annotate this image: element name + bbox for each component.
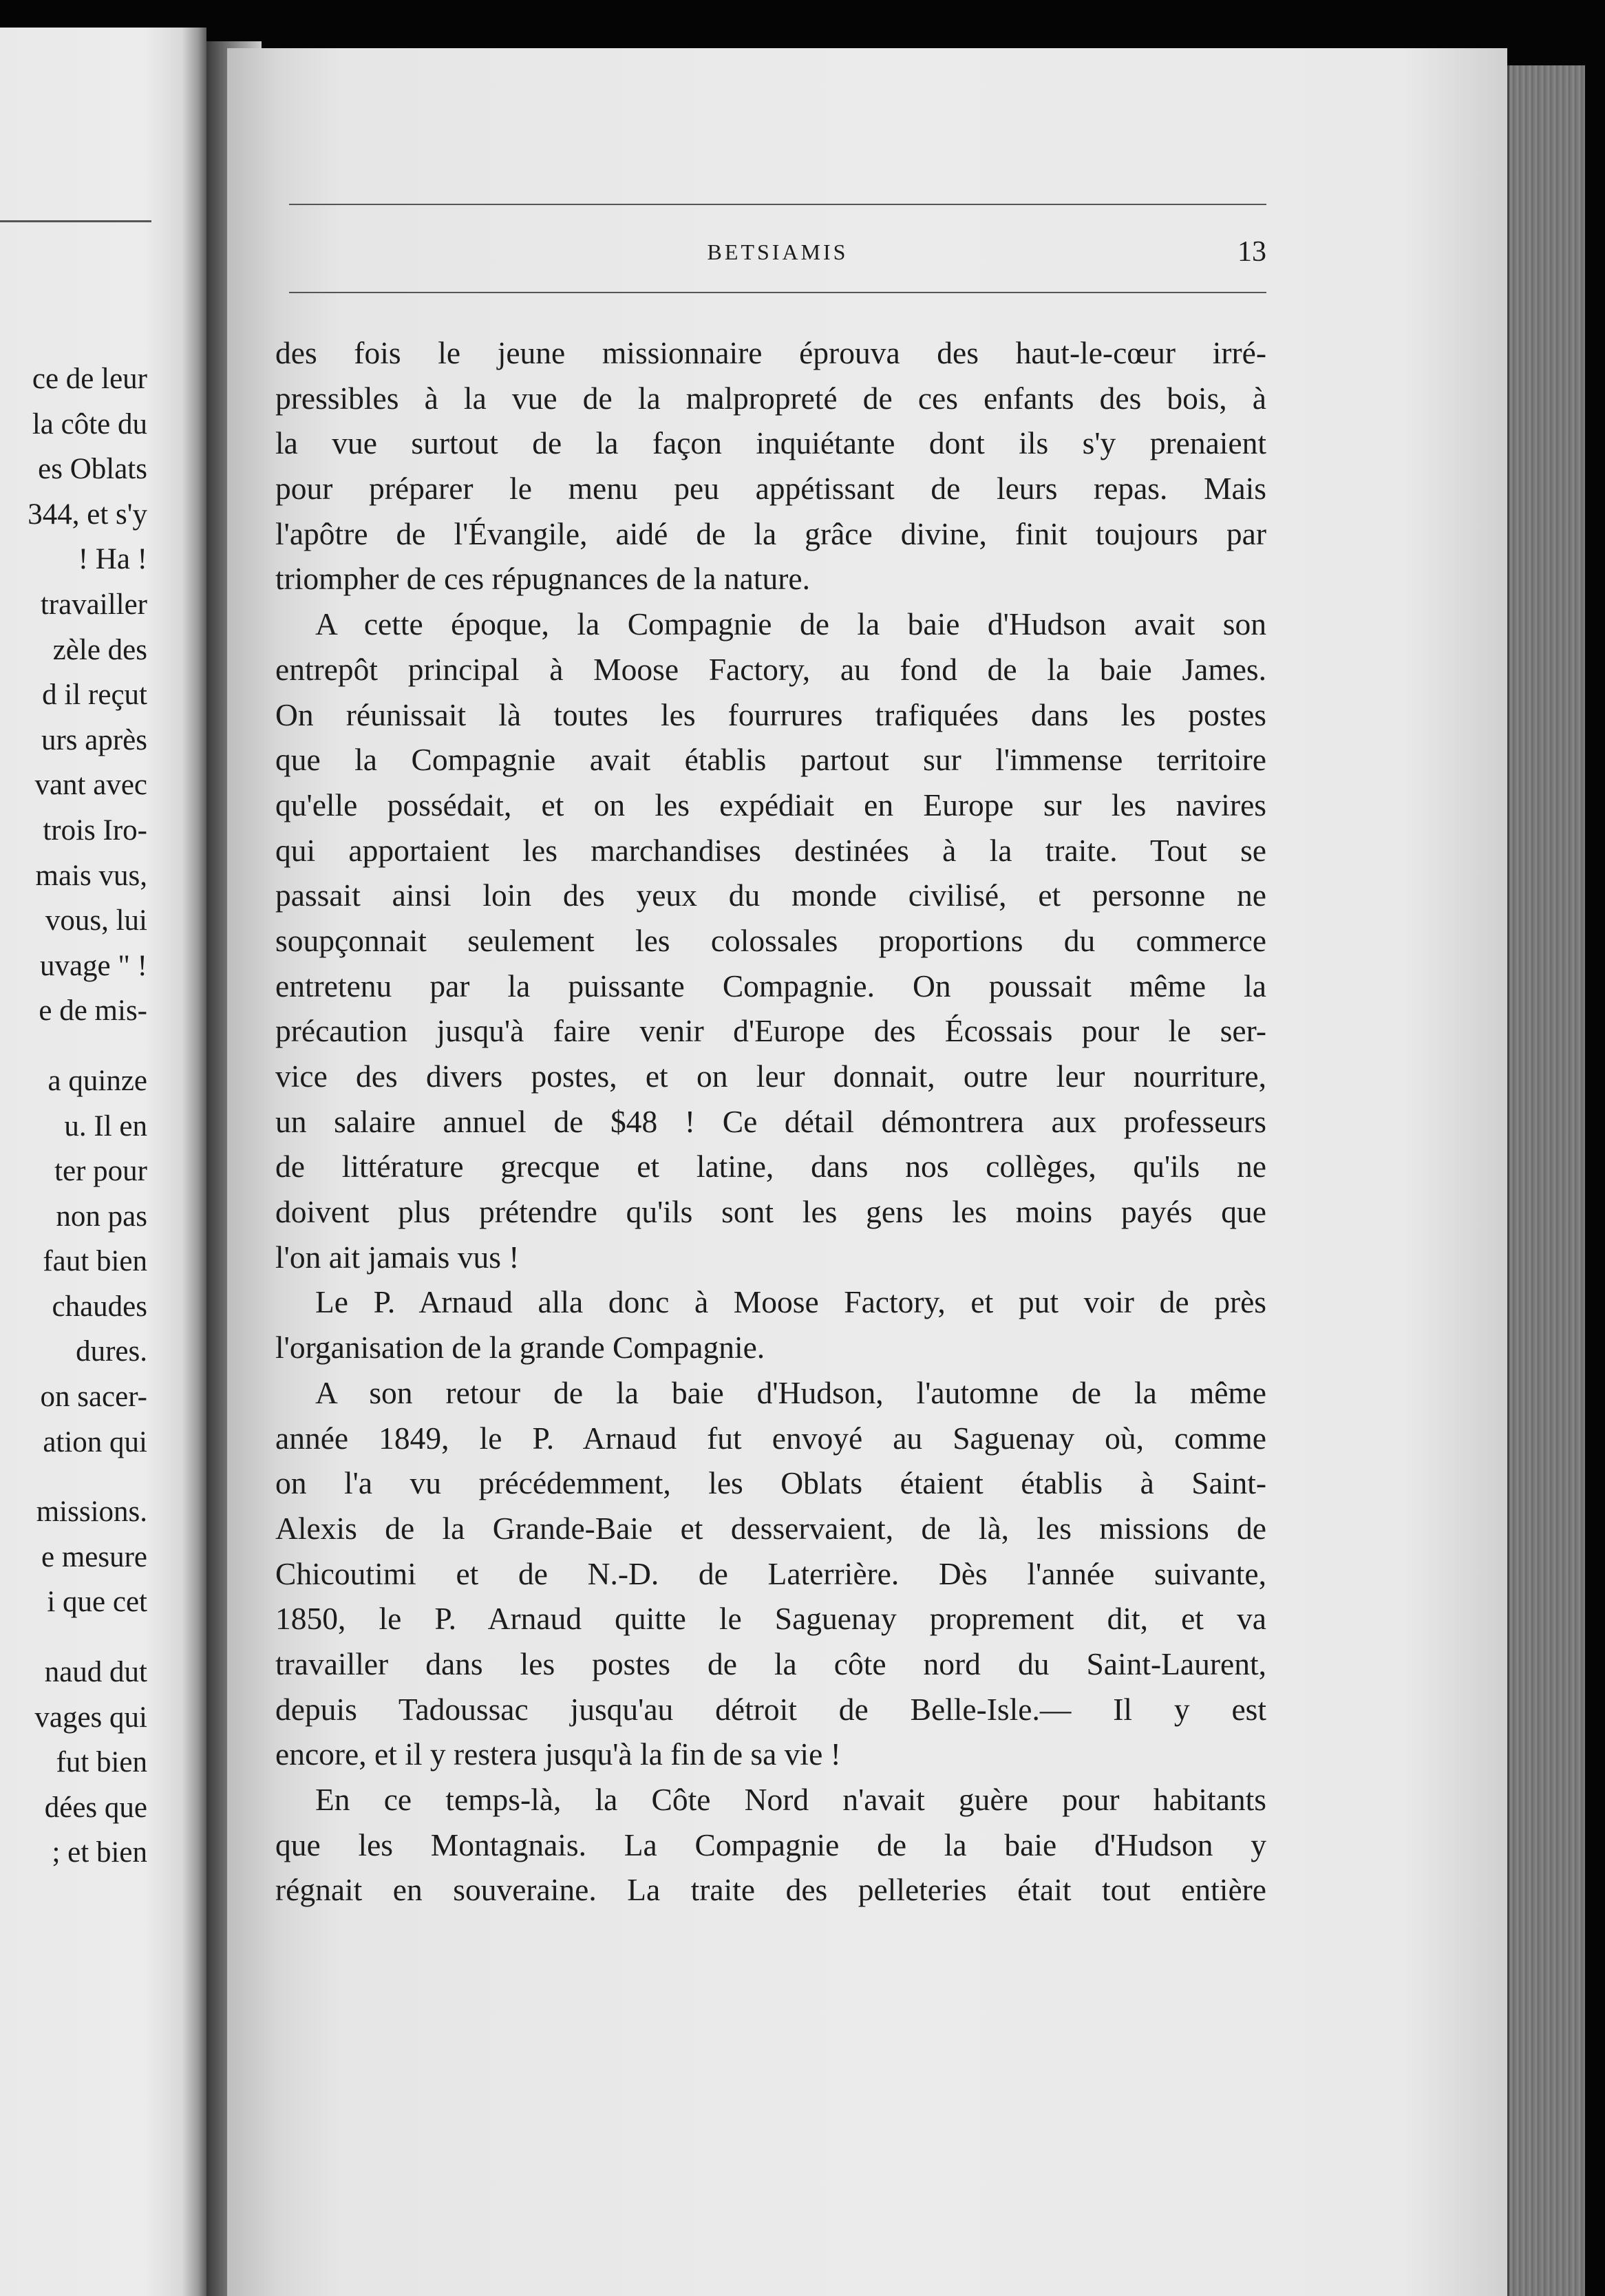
left-page-line: e mesure bbox=[41, 1540, 147, 1573]
book-page-edges bbox=[1507, 65, 1585, 2296]
left-page-line: ation qui bbox=[43, 1425, 147, 1458]
text-line: année 1849, le P. Arnaud fut envoyé au Saguenay où, comme bbox=[275, 1420, 1266, 1456]
left-page-line: la côte du bbox=[32, 407, 147, 440]
left-page-text bbox=[0, 357, 147, 1875]
text-line: triompher de ces répugnances de la nature. bbox=[275, 561, 810, 597]
text-line: Alexis de la Grande-Baie et desservaient, de là, les missions de bbox=[275, 1510, 1266, 1546]
text-line: régnait en souveraine. La traite des pelleteries était tout entière bbox=[275, 1872, 1266, 1908]
left-page-line: faut bien bbox=[43, 1245, 147, 1278]
left-page-line: fut bien bbox=[56, 1746, 147, 1779]
left-page-line: e de mis- bbox=[39, 995, 147, 1028]
left-page-line: trois Iro- bbox=[43, 814, 147, 847]
left-page-line: d il reçut bbox=[42, 679, 147, 712]
left-page-gap bbox=[0, 1034, 147, 1059]
paragraph-first-line: En ce temps-là, la Côte Nord n'avait guère pour habitants bbox=[315, 1782, 1266, 1817]
header-rule-top bbox=[289, 204, 1266, 205]
text-line: pressibles à la vue de la malpropreté de ces enfants des bois, à bbox=[275, 380, 1266, 416]
text-line: précaution jusqu'à faire venir d'Europe des Écossais pour le ser- bbox=[275, 1013, 1266, 1049]
left-page-line: naud dut bbox=[44, 1656, 147, 1689]
left-page-line: ce de leur bbox=[32, 363, 147, 395]
running-head bbox=[289, 231, 1266, 273]
left-page-line: non pas bbox=[56, 1200, 147, 1233]
text-line: encore, et il y restera jusqu'à la fin de sa vie ! bbox=[275, 1736, 841, 1772]
left-page bbox=[0, 28, 206, 2296]
left-page-line: vages qui bbox=[34, 1701, 147, 1734]
left-page-line: dées que bbox=[44, 1791, 147, 1824]
text-line: que les Montagnais. La Compagnie de la baie d'Hudson y bbox=[275, 1827, 1266, 1862]
text-line: l'apôtre de l'Évangile, aidé de la grâce divine, finit toujours par bbox=[275, 515, 1266, 551]
text-line: travailler dans les postes de la côte nord du Saint-Laurent, bbox=[275, 1646, 1266, 1681]
text-line: 1850, le P. Arnaud quitte le Saguenay proprement dit, et va bbox=[275, 1601, 1266, 1637]
text-line: entrepôt principal à Moose Factory, au fond de la baie James. bbox=[275, 651, 1266, 687]
running-title: BETSIAMIS bbox=[707, 240, 849, 264]
left-page-line: travailler bbox=[40, 588, 147, 621]
left-page-line: urs après bbox=[41, 723, 147, 756]
text-line: un salaire annuel de $48 ! Ce détail démontrera aux professeurs bbox=[275, 1103, 1266, 1139]
left-page-line: ; et bien bbox=[52, 1836, 147, 1869]
left-page-header-rule bbox=[0, 220, 151, 222]
left-page-gap bbox=[0, 1465, 147, 1489]
left-page-line: zèle des bbox=[52, 633, 147, 666]
header-rule-bottom bbox=[289, 292, 1266, 293]
left-page-line: i que cet bbox=[47, 1586, 147, 1619]
paragraph-first-line: A cette époque, la Compagnie de la baie d'Hudson avait son bbox=[315, 606, 1266, 642]
left-page-line: ter pour bbox=[54, 1155, 147, 1188]
left-page-line: dures. bbox=[76, 1335, 147, 1368]
paragraph-first-line: Le P. Arnaud alla donc à Moose Factory, et put voir de près bbox=[315, 1284, 1266, 1320]
text-line: vice des divers postes, et on leur donnait, outre leur nourriture, bbox=[275, 1059, 1266, 1094]
left-page-line: vant avec bbox=[34, 769, 147, 802]
left-page-line: uvage " ! bbox=[39, 949, 147, 982]
page-number: 13 bbox=[1237, 236, 1266, 268]
left-page-gap bbox=[0, 1625, 147, 1650]
text-line: des fois le jeune missionnaire éprouva des haut-le-cœur irré- bbox=[275, 335, 1266, 370]
left-page-line: 344, et s'y bbox=[28, 498, 147, 531]
left-page-line: missions. bbox=[36, 1496, 147, 1529]
text-line: pour préparer le menu peu appétissant de leurs repas. Mais bbox=[275, 471, 1266, 507]
text-line: la vue surtout de la façon inquiétante dont ils s'y prenaient bbox=[275, 425, 1266, 461]
left-page-line: chaudes bbox=[52, 1290, 147, 1323]
body-text bbox=[275, 330, 1266, 1913]
left-page-line: on sacer- bbox=[40, 1381, 147, 1414]
text-line: qui apportaient les marchandises destinées à la traite. Tout se bbox=[275, 832, 1266, 868]
text-line: de littérature grecque et latine, dans nos collèges, qu'ils ne bbox=[275, 1149, 1266, 1184]
text-line: entretenu par la puissante Compagnie. On poussait même la bbox=[275, 968, 1266, 1003]
left-page-line: mais vus, bbox=[35, 859, 147, 892]
text-line: On réunissait là toutes les fourrures trafiquées dans les postes bbox=[275, 697, 1266, 732]
text-line: depuis Tadoussac jusqu'au détroit de Belle-Isle.— Il y est bbox=[275, 1691, 1266, 1727]
text-line: passait ainsi loin des yeux du monde civilisé, et personne ne bbox=[275, 878, 1266, 913]
text-line: que la Compagnie avait établis partout sur l'immense territoire bbox=[275, 742, 1266, 778]
paragraph-first-line: A son retour de la baie d'Hudson, l'automne de la même bbox=[315, 1374, 1266, 1410]
text-line: soupçonnait seulement les colossales proportions du commerce bbox=[275, 922, 1266, 958]
text-line: qu'elle possédait, et on les expédiait en Europe sur les navires bbox=[275, 787, 1266, 822]
text-line: l'organisation de la grande Compagnie. bbox=[275, 1330, 765, 1365]
text-line: Chicoutimi et de N.-D. de Laterrière. Dès l'année suivante, bbox=[275, 1555, 1266, 1591]
text-line: l'on ait jamais vus ! bbox=[275, 1239, 520, 1275]
left-page-line: u. Il en bbox=[64, 1109, 147, 1142]
text-line: doivent plus prétendre qu'ils sont les gens les moins payés que bbox=[275, 1194, 1266, 1230]
left-page-line: es Oblats bbox=[38, 453, 147, 486]
left-page-line: vous, lui bbox=[45, 904, 147, 937]
left-page-line: a quinze bbox=[47, 1064, 147, 1097]
text-line: on l'a vu précédemment, les Oblats étaient établis à Saint- bbox=[275, 1465, 1266, 1501]
left-page-line: ! Ha ! bbox=[78, 543, 147, 576]
